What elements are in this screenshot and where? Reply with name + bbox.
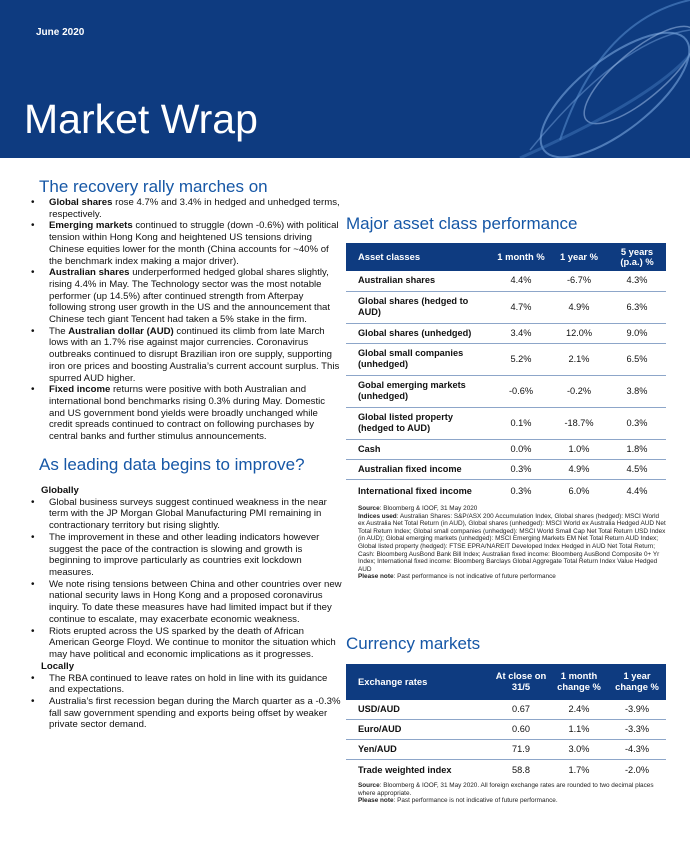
asset-col-header: 1 month %: [492, 243, 550, 271]
bullet-text: returns were positive with both Australian and international bond benchmarks rising 0.3% during May. Domestic and US government bond yields were broadly unchanged while credit spreads continued to contract on following purchases by central banks and further stimulus announcements.: [49, 384, 326, 443]
bullet-text: rose 4.7% and 3.4% in hedged and unhedged terms, respectively.: [49, 197, 340, 220]
table-cell: 12.0%: [550, 323, 608, 343]
row-label: Global shares (unhedged): [346, 323, 492, 343]
bullet-emphasis: Emerging markets: [49, 220, 133, 232]
table-cell: 1.1%: [550, 720, 608, 740]
table-cell: 6.0%: [568, 485, 590, 496]
table-cell: 4.3%: [608, 271, 666, 291]
table-row: [346, 700, 666, 720]
table-cell: 6.3%: [608, 291, 666, 323]
row-label: Gobal emerging markets (unhedged): [346, 375, 492, 407]
table-row: [346, 760, 666, 780]
bullet-item: • The improvement in these and other leading indicators however suggest the pace of the contraction is slowing and growth is beginning to improve particularly as countries exit lockdown measures.: [24, 532, 342, 579]
table-cell: 71.9: [492, 740, 550, 760]
table-cell: 0.3%: [510, 485, 532, 496]
currency-past-performance-note: Please note: Past performance is not indicative of future performance.: [358, 797, 558, 805]
bullet-item: • The RBA continued to leave rates on hold in line with its guidance and expectations.: [24, 673, 342, 696]
bullet-item: [24, 220, 342, 267]
locally-subheading: Locally: [41, 660, 75, 672]
row-label: Yen/AUD: [346, 740, 492, 760]
bullet-emphasis: Australian shares: [49, 267, 130, 279]
bullet-item: • We note rising tensions between China and other countries over new national security laws in Hong Kong and a proposed coronavirus inquiry. To date these measures have had limited impact but if they continue to escalate, may exacerbate economic weakness.: [24, 579, 342, 626]
table-cell: -3.3%: [608, 720, 666, 740]
table-cell: 0.60: [492, 720, 550, 740]
currency-table-heading: Currency markets: [346, 633, 481, 653]
row-label: Global shares (hedged to AUD): [346, 291, 492, 323]
row-label: Cash: [346, 439, 492, 459]
left-column: [24, 177, 342, 731]
bullet-emphasis: Australian dollar (AUD): [68, 325, 174, 337]
table-cell: 4.9%: [550, 291, 608, 323]
table-cell: -18.7%: [550, 407, 608, 439]
bullet-item: • Global business surveys suggest continued weakness in the near term with the JP Morgan Global Manufacturing PMI remaining in contractionary territory but rising slightly.: [24, 497, 342, 532]
table-cell: 4.4%: [626, 485, 648, 496]
table-cell: 58.8: [512, 764, 530, 775]
table-cell: 1.7%: [568, 764, 590, 775]
table-cell: 0.0%: [492, 439, 550, 459]
table-cell: 0.3%: [608, 407, 666, 439]
table-cell: 2.4%: [550, 700, 608, 720]
issue-date: June 2020: [36, 27, 85, 38]
row-label: Australian fixed income: [346, 459, 492, 479]
recovery-bullet-list: [24, 197, 342, 443]
table-row: [346, 720, 666, 740]
table-cell: 3.8%: [608, 375, 666, 407]
table-row: [346, 375, 666, 407]
table-row: [346, 271, 666, 291]
currency-col-header: 1 month change %: [550, 664, 608, 700]
globally-subheading: Globally: [41, 484, 79, 496]
bullet-item: [24, 197, 342, 220]
currency-markets-table: [346, 664, 666, 780]
bullet-text: continued its climb from late March lows with an 1.7% rise against major currencies. Coronavirus outbreaks continued to disrupt Brazilian iron ore supply, supporting iron ore prices and boosting Australia’s current account surplus. This spurred AUD higher.: [49, 325, 340, 384]
table-cell: 9.0%: [608, 323, 666, 343]
page-title: Market Wrap: [24, 96, 258, 142]
table-row: [346, 343, 666, 375]
locally-bullet-list: [24, 673, 342, 732]
table-row: [346, 291, 666, 323]
bullet-item: • Riots erupted across the US sparked by the death of African American George Floyd. We continue to monitor the situation which may have political and economic implications as it progresses.: [24, 626, 342, 661]
table-cell: 2.1%: [550, 343, 608, 375]
table-cell: 5.2%: [492, 343, 550, 375]
table-cell: -6.7%: [550, 271, 608, 291]
bullet-item: • Australia’s first recession began during the March quarter as a -0.3% fall saw government spending and exports being offset by weaker private sector demand.: [24, 696, 342, 731]
right-column: [346, 214, 666, 805]
asset-col-header: 5 years (p.a.) %: [608, 243, 666, 271]
table-cell: -4.3%: [608, 740, 666, 760]
bullet-emphasis: Fixed income: [49, 384, 111, 396]
bullet-text: continued to struggle (down -0.6%) with political tension within Hong Kong and heightened US tensions driving Chinese equities lower for the month (China accounts for ~40% of the benchmark index making a major driver).: [49, 220, 339, 267]
asset-table-notes: [358, 505, 666, 581]
table-cell: 3.0%: [550, 740, 608, 760]
table-cell: 4.5%: [608, 459, 666, 479]
table-cell: 1.8%: [608, 439, 666, 459]
table-row: [346, 323, 666, 343]
currency-table-notes: [358, 782, 666, 805]
table-cell: -0.2%: [550, 375, 608, 407]
row-label: International fixed income: [358, 485, 472, 496]
row-label: Global small companies (unhedged): [346, 343, 492, 375]
table-cell: -0.6%: [492, 375, 550, 407]
currency-col-header: Exchange rates: [346, 664, 492, 700]
table-cell: -3.9%: [608, 700, 666, 720]
bullet-text: underperformed hedged global shares slightly, rising 4.4% in May. The Technology sector was the most notable performer (up 14.5%) after continued strength from Afterpay following strong user growth in the US and the announcement that Chinese tech giant Tencent had taken a 5% stake in the firm.: [49, 267, 331, 326]
table-cell: 0.1%: [492, 407, 550, 439]
table-row: [346, 407, 666, 439]
globally-bullet-list: [24, 497, 342, 661]
table-cell: 6.5%: [608, 343, 666, 375]
bullet-item: [24, 384, 342, 443]
bullet-lead-in: The: [49, 325, 69, 337]
asset-col-header: 1 year %: [550, 243, 608, 271]
bullet-emphasis: Global shares: [49, 197, 113, 208]
header-banner: [0, 0, 690, 158]
currency-col-header: At close on 31/5: [492, 664, 550, 700]
bullet-item: [24, 326, 342, 385]
table-row: [346, 740, 666, 760]
leading-heading: As leading data begins to improve?: [39, 454, 305, 474]
table-row: [346, 479, 666, 503]
asset-table-heading: Major asset class performance: [346, 214, 578, 233]
row-label: USD/AUD: [346, 700, 492, 720]
row-label: Australian shares: [346, 271, 492, 291]
row-label: Euro/AUD: [346, 720, 492, 740]
source-note: Source: Bloomberg & IOOF, 31 May 2020: [358, 505, 478, 512]
table-row: [346, 439, 666, 459]
row-label: Global listed property (hedged to AUD): [346, 407, 492, 439]
table-cell: -2.0%: [624, 764, 649, 775]
asset-performance-table: [346, 243, 666, 503]
table-row: [346, 459, 666, 479]
table-cell: 4.4%: [492, 271, 550, 291]
table-cell: 1.0%: [550, 439, 608, 459]
past-performance-note: Please note: Past performance is not indicative of future performance: [358, 573, 556, 581]
currency-source-note: Source: Bloomberg & IOOF, 31 May 2020. All foreign exchange rates are rounded to two decimal places where appropriate.: [358, 781, 654, 797]
asset-col-header: Asset classes: [346, 243, 492, 271]
table-cell: 0.3%: [492, 459, 550, 479]
currency-col-header: 1 year change %: [608, 664, 666, 700]
table-cell: 3.4%: [492, 323, 550, 343]
table-cell: 0.67: [492, 700, 550, 720]
indices-note: Indices used: Australian Shares: S&P/ASX 200 Accumulation Index, Global shares (hedged): MSCI World ex Australia Net Total Return (in AUD), Global shares (unhedged): MSCI World ex Australia Hedged AUD Net Total Return Index; Global small companies (unhedged): MSCI World Small Cap Net Total Return USD Index (in AUD); Global emerging markets (unhedged): MSCI Emerging Markets EM Net Total Return AUD Index; Global listed property (hedged): FTSE EPRA/NAREIT Developed Index Hedged in AUD Net Total Return; Cash: Bloomberg AusBond Bank Bill Index; Australian fixed income: Bloomberg AusBond Composite 0+ Yr Index; International fixed income: Bloomberg Barclays Global Aggregate Total Return Index Value Hedged AUD: [358, 512, 666, 573]
row-label: Trade weighted index: [358, 764, 452, 775]
table-cell: 4.9%: [550, 459, 608, 479]
recovery-heading: The recovery rally marches on: [39, 177, 268, 196]
bullet-item: [24, 267, 342, 326]
table-cell: 4.7%: [492, 291, 550, 323]
